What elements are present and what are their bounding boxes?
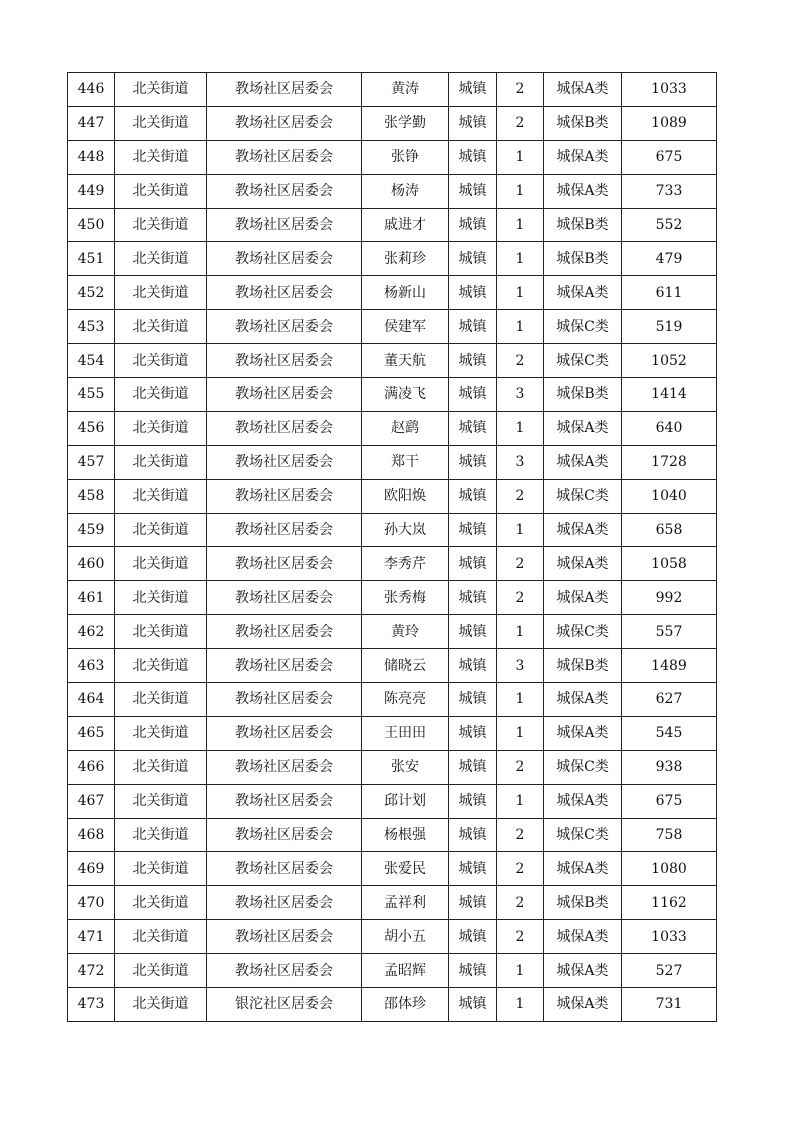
cell-number: 458 bbox=[68, 479, 115, 513]
cell-street: 北关街道 bbox=[115, 784, 207, 818]
cell-category: 城保B类 bbox=[544, 106, 622, 140]
cell-street: 北关街道 bbox=[115, 886, 207, 920]
table-row bbox=[68, 73, 717, 107]
cell-committee: 教场社区居委会 bbox=[207, 310, 362, 344]
cell-number: 467 bbox=[68, 784, 115, 818]
cell-number: 466 bbox=[68, 750, 115, 784]
cell-number: 462 bbox=[68, 615, 115, 649]
cell-committee: 教场社区居委会 bbox=[207, 411, 362, 445]
cell-member-count: 2 bbox=[497, 886, 544, 920]
cell-category: 城保B类 bbox=[544, 242, 622, 276]
cell-amount: 611 bbox=[622, 276, 717, 310]
cell-member-count: 2 bbox=[497, 581, 544, 615]
cell-name: 孟昭辉 bbox=[362, 954, 449, 988]
cell-street: 北关街道 bbox=[115, 649, 207, 683]
cell-committee: 教场社区居委会 bbox=[207, 954, 362, 988]
cell-number: 469 bbox=[68, 852, 115, 886]
cell-name: 邵体珍 bbox=[362, 988, 449, 1022]
cell-category: 城保A类 bbox=[544, 920, 622, 954]
cell-street: 北关街道 bbox=[115, 479, 207, 513]
cell-household-type: 城镇 bbox=[449, 479, 497, 513]
table-row bbox=[68, 886, 717, 920]
table-row bbox=[68, 547, 717, 581]
cell-category: 城保A类 bbox=[544, 988, 622, 1022]
cell-name: 张莉珍 bbox=[362, 242, 449, 276]
cell-committee: 教场社区居委会 bbox=[207, 513, 362, 547]
table-body bbox=[68, 73, 717, 1022]
cell-number: 446 bbox=[68, 73, 115, 107]
cell-number: 460 bbox=[68, 547, 115, 581]
cell-category: 城保A类 bbox=[544, 683, 622, 717]
cell-name: 戚进才 bbox=[362, 208, 449, 242]
cell-name: 郑干 bbox=[362, 445, 449, 479]
cell-member-count: 1 bbox=[497, 310, 544, 344]
cell-committee: 教场社区居委会 bbox=[207, 716, 362, 750]
cell-committee: 教场社区居委会 bbox=[207, 208, 362, 242]
cell-committee: 教场社区居委会 bbox=[207, 920, 362, 954]
table-row bbox=[68, 581, 717, 615]
table-row bbox=[68, 852, 717, 886]
cell-member-count: 2 bbox=[497, 852, 544, 886]
cell-amount: 1058 bbox=[622, 547, 717, 581]
cell-category: 城保C类 bbox=[544, 310, 622, 344]
cell-household-type: 城镇 bbox=[449, 920, 497, 954]
cell-number: 450 bbox=[68, 208, 115, 242]
cell-committee: 教场社区居委会 bbox=[207, 886, 362, 920]
cell-committee: 教场社区居委会 bbox=[207, 852, 362, 886]
cell-name: 陈亮亮 bbox=[362, 683, 449, 717]
table-row bbox=[68, 818, 717, 852]
cell-name: 侯建军 bbox=[362, 310, 449, 344]
cell-household-type: 城镇 bbox=[449, 615, 497, 649]
cell-number: 472 bbox=[68, 954, 115, 988]
cell-household-type: 城镇 bbox=[449, 784, 497, 818]
cell-amount: 479 bbox=[622, 242, 717, 276]
cell-household-type: 城镇 bbox=[449, 73, 497, 107]
cell-name: 杨新山 bbox=[362, 276, 449, 310]
cell-household-type: 城镇 bbox=[449, 276, 497, 310]
cell-amount: 552 bbox=[622, 208, 717, 242]
cell-category: 城保A类 bbox=[544, 276, 622, 310]
cell-amount: 1489 bbox=[622, 649, 717, 683]
table-row bbox=[68, 310, 717, 344]
cell-category: 城保A类 bbox=[544, 140, 622, 174]
cell-committee: 教场社区居委会 bbox=[207, 615, 362, 649]
cell-committee: 教场社区居委会 bbox=[207, 140, 362, 174]
cell-name: 张秀梅 bbox=[362, 581, 449, 615]
cell-committee: 教场社区居委会 bbox=[207, 683, 362, 717]
cell-amount: 527 bbox=[622, 954, 717, 988]
cell-street: 北关街道 bbox=[115, 683, 207, 717]
cell-name: 张爱民 bbox=[362, 852, 449, 886]
table-row bbox=[68, 411, 717, 445]
cell-member-count: 2 bbox=[497, 106, 544, 140]
cell-street: 北关街道 bbox=[115, 411, 207, 445]
cell-name: 赵鹞 bbox=[362, 411, 449, 445]
cell-member-count: 2 bbox=[497, 344, 544, 378]
cell-amount: 1414 bbox=[622, 378, 717, 412]
cell-household-type: 城镇 bbox=[449, 140, 497, 174]
cell-member-count: 3 bbox=[497, 378, 544, 412]
cell-household-type: 城镇 bbox=[449, 310, 497, 344]
cell-name: 黄涛 bbox=[362, 73, 449, 107]
cell-number: 470 bbox=[68, 886, 115, 920]
cell-name: 杨涛 bbox=[362, 174, 449, 208]
cell-name: 李秀芹 bbox=[362, 547, 449, 581]
cell-name: 张学勤 bbox=[362, 106, 449, 140]
cell-amount: 675 bbox=[622, 784, 717, 818]
table-row bbox=[68, 716, 717, 750]
cell-street: 北关街道 bbox=[115, 920, 207, 954]
cell-member-count: 1 bbox=[497, 411, 544, 445]
cell-household-type: 城镇 bbox=[449, 852, 497, 886]
cell-category: 城保A类 bbox=[544, 174, 622, 208]
cell-category: 城保C类 bbox=[544, 479, 622, 513]
cell-committee: 教场社区居委会 bbox=[207, 242, 362, 276]
cell-number: 459 bbox=[68, 513, 115, 547]
cell-member-count: 1 bbox=[497, 683, 544, 717]
cell-committee: 教场社区居委会 bbox=[207, 174, 362, 208]
cell-category: 城保A类 bbox=[544, 581, 622, 615]
cell-category: 城保B类 bbox=[544, 208, 622, 242]
cell-number: 463 bbox=[68, 649, 115, 683]
cell-household-type: 城镇 bbox=[449, 445, 497, 479]
cell-category: 城保A类 bbox=[544, 73, 622, 107]
cell-category: 城保A类 bbox=[544, 852, 622, 886]
cell-household-type: 城镇 bbox=[449, 954, 497, 988]
cell-member-count: 1 bbox=[497, 716, 544, 750]
cell-committee: 教场社区居委会 bbox=[207, 378, 362, 412]
cell-amount: 731 bbox=[622, 988, 717, 1022]
cell-committee: 教场社区居委会 bbox=[207, 818, 362, 852]
cell-number: 451 bbox=[68, 242, 115, 276]
cell-category: 城保C类 bbox=[544, 344, 622, 378]
table-row bbox=[68, 140, 717, 174]
cell-amount: 733 bbox=[622, 174, 717, 208]
table-row bbox=[68, 649, 717, 683]
cell-member-count: 2 bbox=[497, 479, 544, 513]
table-row bbox=[68, 276, 717, 310]
cell-household-type: 城镇 bbox=[449, 411, 497, 445]
cell-amount: 1728 bbox=[622, 445, 717, 479]
cell-number: 456 bbox=[68, 411, 115, 445]
cell-amount: 992 bbox=[622, 581, 717, 615]
cell-household-type: 城镇 bbox=[449, 174, 497, 208]
cell-street: 北关街道 bbox=[115, 378, 207, 412]
cell-amount: 640 bbox=[622, 411, 717, 445]
cell-number: 455 bbox=[68, 378, 115, 412]
cell-member-count: 2 bbox=[497, 73, 544, 107]
cell-category: 城保B类 bbox=[544, 378, 622, 412]
cell-household-type: 城镇 bbox=[449, 106, 497, 140]
table-row bbox=[68, 954, 717, 988]
table-row bbox=[68, 513, 717, 547]
cell-household-type: 城镇 bbox=[449, 547, 497, 581]
cell-member-count: 3 bbox=[497, 445, 544, 479]
cell-committee: 教场社区居委会 bbox=[207, 445, 362, 479]
table-row bbox=[68, 750, 717, 784]
cell-member-count: 1 bbox=[497, 988, 544, 1022]
cell-category: 城保C类 bbox=[544, 818, 622, 852]
beneficiary-table bbox=[67, 72, 717, 1022]
cell-name: 储晓云 bbox=[362, 649, 449, 683]
cell-category: 城保A类 bbox=[544, 954, 622, 988]
cell-amount: 1089 bbox=[622, 106, 717, 140]
cell-committee: 教场社区居委会 bbox=[207, 276, 362, 310]
cell-household-type: 城镇 bbox=[449, 581, 497, 615]
cell-number: 453 bbox=[68, 310, 115, 344]
cell-category: 城保A类 bbox=[544, 784, 622, 818]
cell-street: 北关街道 bbox=[115, 547, 207, 581]
table-row bbox=[68, 174, 717, 208]
cell-name: 张铮 bbox=[362, 140, 449, 174]
table-row bbox=[68, 920, 717, 954]
cell-amount: 1033 bbox=[622, 920, 717, 954]
cell-household-type: 城镇 bbox=[449, 683, 497, 717]
cell-street: 北关街道 bbox=[115, 750, 207, 784]
cell-amount: 1080 bbox=[622, 852, 717, 886]
cell-street: 北关街道 bbox=[115, 513, 207, 547]
cell-amount: 545 bbox=[622, 716, 717, 750]
cell-committee: 教场社区居委会 bbox=[207, 649, 362, 683]
cell-number: 471 bbox=[68, 920, 115, 954]
cell-member-count: 1 bbox=[497, 276, 544, 310]
cell-category: 城保C类 bbox=[544, 615, 622, 649]
cell-member-count: 1 bbox=[497, 242, 544, 276]
cell-street: 北关街道 bbox=[115, 344, 207, 378]
cell-number: 461 bbox=[68, 581, 115, 615]
cell-committee: 教场社区居委会 bbox=[207, 784, 362, 818]
cell-household-type: 城镇 bbox=[449, 716, 497, 750]
table-row bbox=[68, 615, 717, 649]
cell-committee: 教场社区居委会 bbox=[207, 479, 362, 513]
cell-household-type: 城镇 bbox=[449, 988, 497, 1022]
cell-name: 董天航 bbox=[362, 344, 449, 378]
cell-amount: 557 bbox=[622, 615, 717, 649]
cell-street: 北关街道 bbox=[115, 174, 207, 208]
cell-member-count: 1 bbox=[497, 954, 544, 988]
cell-member-count: 1 bbox=[497, 208, 544, 242]
cell-name: 王田田 bbox=[362, 716, 449, 750]
cell-member-count: 1 bbox=[497, 140, 544, 174]
cell-street: 北关街道 bbox=[115, 73, 207, 107]
cell-number: 452 bbox=[68, 276, 115, 310]
cell-street: 北关街道 bbox=[115, 445, 207, 479]
cell-amount: 675 bbox=[622, 140, 717, 174]
cell-member-count: 2 bbox=[497, 547, 544, 581]
table-row bbox=[68, 784, 717, 818]
cell-committee: 教场社区居委会 bbox=[207, 581, 362, 615]
cell-amount: 627 bbox=[622, 683, 717, 717]
cell-street: 北关街道 bbox=[115, 581, 207, 615]
cell-name: 张安 bbox=[362, 750, 449, 784]
cell-street: 北关街道 bbox=[115, 310, 207, 344]
cell-street: 北关街道 bbox=[115, 716, 207, 750]
cell-street: 北关街道 bbox=[115, 615, 207, 649]
cell-street: 北关街道 bbox=[115, 242, 207, 276]
cell-category: 城保A类 bbox=[544, 445, 622, 479]
cell-name: 欧阳焕 bbox=[362, 479, 449, 513]
cell-street: 北关街道 bbox=[115, 106, 207, 140]
table-row bbox=[68, 106, 717, 140]
cell-member-count: 1 bbox=[497, 513, 544, 547]
cell-amount: 1033 bbox=[622, 73, 717, 107]
cell-amount: 1162 bbox=[622, 886, 717, 920]
cell-street: 北关街道 bbox=[115, 818, 207, 852]
table-row bbox=[68, 378, 717, 412]
cell-member-count: 1 bbox=[497, 174, 544, 208]
cell-category: 城保B类 bbox=[544, 649, 622, 683]
cell-household-type: 城镇 bbox=[449, 649, 497, 683]
cell-amount: 658 bbox=[622, 513, 717, 547]
table-row bbox=[68, 988, 717, 1022]
cell-category: 城保A类 bbox=[544, 411, 622, 445]
cell-committee: 教场社区居委会 bbox=[207, 750, 362, 784]
cell-household-type: 城镇 bbox=[449, 344, 497, 378]
table-row bbox=[68, 208, 717, 242]
cell-category: 城保A类 bbox=[544, 513, 622, 547]
table-row bbox=[68, 479, 717, 513]
cell-category: 城保A类 bbox=[544, 547, 622, 581]
cell-name: 孙大岚 bbox=[362, 513, 449, 547]
cell-number: 448 bbox=[68, 140, 115, 174]
cell-member-count: 3 bbox=[497, 649, 544, 683]
cell-amount: 1040 bbox=[622, 479, 717, 513]
cell-name: 胡小五 bbox=[362, 920, 449, 954]
cell-member-count: 2 bbox=[497, 750, 544, 784]
cell-committee: 教场社区居委会 bbox=[207, 344, 362, 378]
cell-member-count: 1 bbox=[497, 784, 544, 818]
cell-household-type: 城镇 bbox=[449, 242, 497, 276]
cell-name: 杨根强 bbox=[362, 818, 449, 852]
cell-number: 457 bbox=[68, 445, 115, 479]
cell-street: 北关街道 bbox=[115, 140, 207, 174]
cell-category: 城保B类 bbox=[544, 886, 622, 920]
table-row bbox=[68, 242, 717, 276]
cell-street: 北关街道 bbox=[115, 208, 207, 242]
cell-number: 449 bbox=[68, 174, 115, 208]
cell-number: 473 bbox=[68, 988, 115, 1022]
cell-member-count: 2 bbox=[497, 818, 544, 852]
cell-name: 邱计划 bbox=[362, 784, 449, 818]
table-row bbox=[68, 445, 717, 479]
cell-name: 满凌飞 bbox=[362, 378, 449, 412]
cell-member-count: 2 bbox=[497, 920, 544, 954]
cell-name: 孟祥利 bbox=[362, 886, 449, 920]
cell-amount: 758 bbox=[622, 818, 717, 852]
cell-street: 北关街道 bbox=[115, 276, 207, 310]
cell-amount: 1052 bbox=[622, 344, 717, 378]
cell-household-type: 城镇 bbox=[449, 750, 497, 784]
cell-committee: 教场社区居委会 bbox=[207, 73, 362, 107]
cell-household-type: 城镇 bbox=[449, 208, 497, 242]
cell-category: 城保A类 bbox=[544, 716, 622, 750]
cell-amount: 519 bbox=[622, 310, 717, 344]
cell-name: 黄玲 bbox=[362, 615, 449, 649]
cell-number: 464 bbox=[68, 683, 115, 717]
table-row bbox=[68, 683, 717, 717]
cell-committee: 教场社区居委会 bbox=[207, 547, 362, 581]
cell-number: 447 bbox=[68, 106, 115, 140]
table-row bbox=[68, 344, 717, 378]
cell-committee: 银沱社区居委会 bbox=[207, 988, 362, 1022]
cell-street: 北关街道 bbox=[115, 954, 207, 988]
cell-amount: 938 bbox=[622, 750, 717, 784]
cell-category: 城保C类 bbox=[544, 750, 622, 784]
cell-household-type: 城镇 bbox=[449, 818, 497, 852]
cell-household-type: 城镇 bbox=[449, 886, 497, 920]
cell-street: 北关街道 bbox=[115, 988, 207, 1022]
cell-household-type: 城镇 bbox=[449, 378, 497, 412]
cell-number: 465 bbox=[68, 716, 115, 750]
cell-member-count: 1 bbox=[497, 615, 544, 649]
cell-household-type: 城镇 bbox=[449, 513, 497, 547]
cell-number: 468 bbox=[68, 818, 115, 852]
cell-number: 454 bbox=[68, 344, 115, 378]
cell-committee: 教场社区居委会 bbox=[207, 106, 362, 140]
cell-street: 北关街道 bbox=[115, 852, 207, 886]
